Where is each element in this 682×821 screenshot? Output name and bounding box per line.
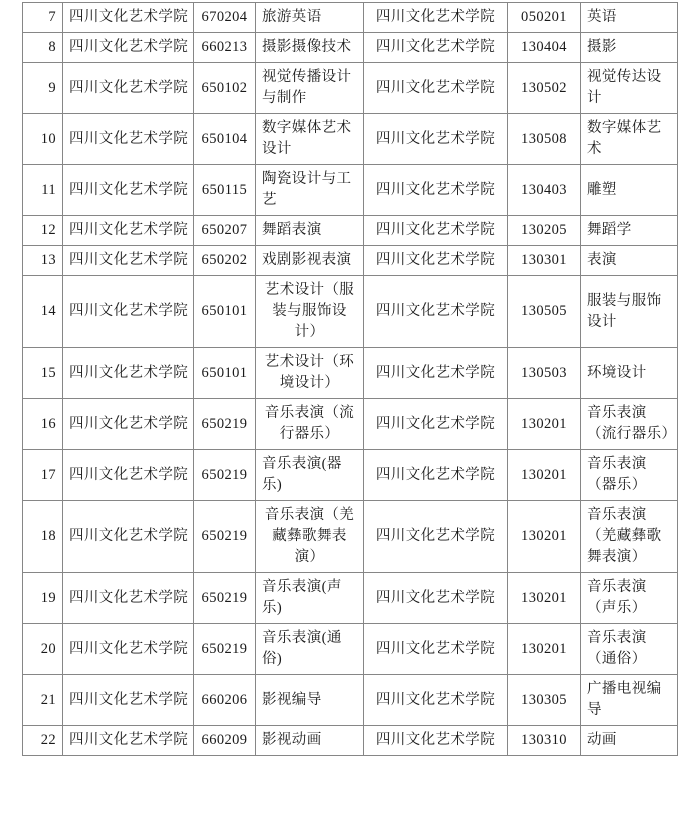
cell-target-major-name: 舞蹈学 <box>581 216 678 246</box>
cell-source-school: 四川文化艺术学院 <box>63 450 194 501</box>
cell-source-school: 四川文化艺术学院 <box>63 33 194 63</box>
cell-target-school: 四川文化艺术学院 <box>364 675 508 726</box>
cell-source-major-name: 音乐表演（羌藏彝歌舞表演） <box>256 501 364 573</box>
cell-source-major-code: 650207 <box>194 216 256 246</box>
cell-source-major-code: 650202 <box>194 246 256 276</box>
cell-target-major-name: 音乐表演（通俗） <box>581 624 678 675</box>
cell-source-school: 四川文化艺术学院 <box>63 165 194 216</box>
cell-target-school: 四川文化艺术学院 <box>364 216 508 246</box>
cell-serial-number: 19 <box>23 573 63 624</box>
cell-source-major-name: 音乐表演(通俗) <box>256 624 364 675</box>
cell-serial-number: 18 <box>23 501 63 573</box>
cell-target-major-code: 130201 <box>508 450 581 501</box>
cell-target-major-name: 动画 <box>581 726 678 756</box>
cell-target-major-code: 130205 <box>508 216 581 246</box>
cell-target-major-name: 广播电视编导 <box>581 675 678 726</box>
cell-serial-number: 10 <box>23 114 63 165</box>
cell-source-major-code: 660213 <box>194 33 256 63</box>
cell-source-major-name: 数字媒体艺术设计 <box>256 114 364 165</box>
cell-source-major-name: 旅游英语 <box>256 3 364 33</box>
cell-source-major-code: 650219 <box>194 399 256 450</box>
table-row <box>23 114 678 165</box>
cell-serial-number: 7 <box>23 3 63 33</box>
cell-source-school: 四川文化艺术学院 <box>63 348 194 399</box>
cell-serial-number: 11 <box>23 165 63 216</box>
cell-serial-number: 14 <box>23 276 63 348</box>
cell-target-major-name: 服装与服饰设计 <box>581 276 678 348</box>
cell-serial-number: 12 <box>23 216 63 246</box>
cell-target-major-code: 130305 <box>508 675 581 726</box>
cell-source-major-code: 660209 <box>194 726 256 756</box>
cell-source-school: 四川文化艺术学院 <box>63 501 194 573</box>
table-row <box>23 216 678 246</box>
cell-target-major-name: 音乐表演（流行器乐） <box>581 399 678 450</box>
cell-source-major-name: 音乐表演(器乐) <box>256 450 364 501</box>
cell-source-major-code: 650104 <box>194 114 256 165</box>
cell-source-school: 四川文化艺术学院 <box>63 276 194 348</box>
cell-source-major-name: 音乐表演(声乐) <box>256 573 364 624</box>
cell-target-major-name: 表演 <box>581 246 678 276</box>
cell-target-major-code: 130503 <box>508 348 581 399</box>
cell-target-major-code: 130301 <box>508 246 581 276</box>
cell-serial-number: 9 <box>23 63 63 114</box>
cell-source-school: 四川文化艺术学院 <box>63 3 194 33</box>
cell-serial-number: 21 <box>23 675 63 726</box>
cell-target-school: 四川文化艺术学院 <box>364 399 508 450</box>
table-row <box>23 33 678 63</box>
cell-source-major-name: 艺术设计（服装与服饰设计） <box>256 276 364 348</box>
cell-target-major-code: 050201 <box>508 3 581 33</box>
cell-target-major-code: 130404 <box>508 33 581 63</box>
table-row <box>23 276 678 348</box>
cell-source-major-code: 650101 <box>194 276 256 348</box>
cell-target-major-code: 130505 <box>508 276 581 348</box>
cell-target-major-name: 视觉传达设计 <box>581 63 678 114</box>
table-row <box>23 246 678 276</box>
cell-target-major-code: 130403 <box>508 165 581 216</box>
cell-source-major-code: 650219 <box>194 573 256 624</box>
cell-source-major-code: 650219 <box>194 501 256 573</box>
cell-source-school: 四川文化艺术学院 <box>63 63 194 114</box>
cell-target-school: 四川文化艺术学院 <box>364 624 508 675</box>
cell-serial-number: 13 <box>23 246 63 276</box>
cell-target-school: 四川文化艺术学院 <box>364 3 508 33</box>
cell-source-school: 四川文化艺术学院 <box>63 573 194 624</box>
cell-target-major-name: 音乐表演（声乐） <box>581 573 678 624</box>
cell-source-major-name: 影视编导 <box>256 675 364 726</box>
cell-source-school: 四川文化艺术学院 <box>63 246 194 276</box>
cell-target-school: 四川文化艺术学院 <box>364 114 508 165</box>
cell-target-major-code: 130310 <box>508 726 581 756</box>
cell-source-major-code: 650102 <box>194 63 256 114</box>
cell-source-school: 四川文化艺术学院 <box>63 726 194 756</box>
cell-source-major-name: 音乐表演（流行器乐） <box>256 399 364 450</box>
cell-source-major-code: 650219 <box>194 450 256 501</box>
table-row <box>23 501 678 573</box>
cell-target-major-name: 音乐表演（羌藏彝歌舞表演） <box>581 501 678 573</box>
cell-target-major-code: 130201 <box>508 501 581 573</box>
cell-serial-number: 15 <box>23 348 63 399</box>
table-body <box>23 3 678 756</box>
cell-target-major-code: 130201 <box>508 624 581 675</box>
cell-target-school: 四川文化艺术学院 <box>364 726 508 756</box>
cell-target-major-name: 雕塑 <box>581 165 678 216</box>
cell-serial-number: 16 <box>23 399 63 450</box>
cell-serial-number: 8 <box>23 33 63 63</box>
cell-source-school: 四川文化艺术学院 <box>63 399 194 450</box>
cell-source-major-name: 艺术设计（环境设计） <box>256 348 364 399</box>
cell-source-school: 四川文化艺术学院 <box>63 216 194 246</box>
cell-source-major-code: 670204 <box>194 3 256 33</box>
cell-target-major-name: 数字媒体艺术 <box>581 114 678 165</box>
table-row <box>23 675 678 726</box>
cell-target-major-name: 摄影 <box>581 33 678 63</box>
cell-source-major-code: 650219 <box>194 624 256 675</box>
cell-target-school: 四川文化艺术学院 <box>364 33 508 63</box>
cell-source-school: 四川文化艺术学院 <box>63 624 194 675</box>
cell-target-major-code: 130201 <box>508 399 581 450</box>
cell-source-major-name: 陶瓷设计与工艺 <box>256 165 364 216</box>
cell-target-school: 四川文化艺术学院 <box>364 276 508 348</box>
cell-target-major-code: 130201 <box>508 573 581 624</box>
cell-serial-number: 22 <box>23 726 63 756</box>
table-row <box>23 573 678 624</box>
cell-target-school: 四川文化艺术学院 <box>364 573 508 624</box>
cell-target-school: 四川文化艺术学院 <box>364 165 508 216</box>
cell-source-major-name: 戏剧影视表演 <box>256 246 364 276</box>
cell-source-major-code: 660206 <box>194 675 256 726</box>
cell-source-major-name: 影视动画 <box>256 726 364 756</box>
cell-target-major-name: 英语 <box>581 3 678 33</box>
cell-target-major-code: 130508 <box>508 114 581 165</box>
cell-source-major-code: 650115 <box>194 165 256 216</box>
cell-target-school: 四川文化艺术学院 <box>364 450 508 501</box>
cell-target-major-name: 音乐表演（器乐） <box>581 450 678 501</box>
cell-target-school: 四川文化艺术学院 <box>364 348 508 399</box>
table-row <box>23 726 678 756</box>
cell-source-major-name: 视觉传播设计与制作 <box>256 63 364 114</box>
cell-source-school: 四川文化艺术学院 <box>63 114 194 165</box>
cell-target-school: 四川文化艺术学院 <box>364 501 508 573</box>
cell-source-major-name: 摄影摄像技术 <box>256 33 364 63</box>
cell-target-school: 四川文化艺术学院 <box>364 63 508 114</box>
cell-source-major-code: 650101 <box>194 348 256 399</box>
table-row <box>23 399 678 450</box>
cell-serial-number: 20 <box>23 624 63 675</box>
cell-target-school: 四川文化艺术学院 <box>364 246 508 276</box>
table-row <box>23 3 678 33</box>
cell-source-school: 四川文化艺术学院 <box>63 675 194 726</box>
table-row <box>23 165 678 216</box>
majors-mapping-table <box>22 2 678 756</box>
table-row <box>23 624 678 675</box>
table-row <box>23 348 678 399</box>
cell-target-major-name: 环境设计 <box>581 348 678 399</box>
table-row <box>23 63 678 114</box>
cell-target-major-code: 130502 <box>508 63 581 114</box>
table-row <box>23 450 678 501</box>
cell-source-major-name: 舞蹈表演 <box>256 216 364 246</box>
cell-serial-number: 17 <box>23 450 63 501</box>
